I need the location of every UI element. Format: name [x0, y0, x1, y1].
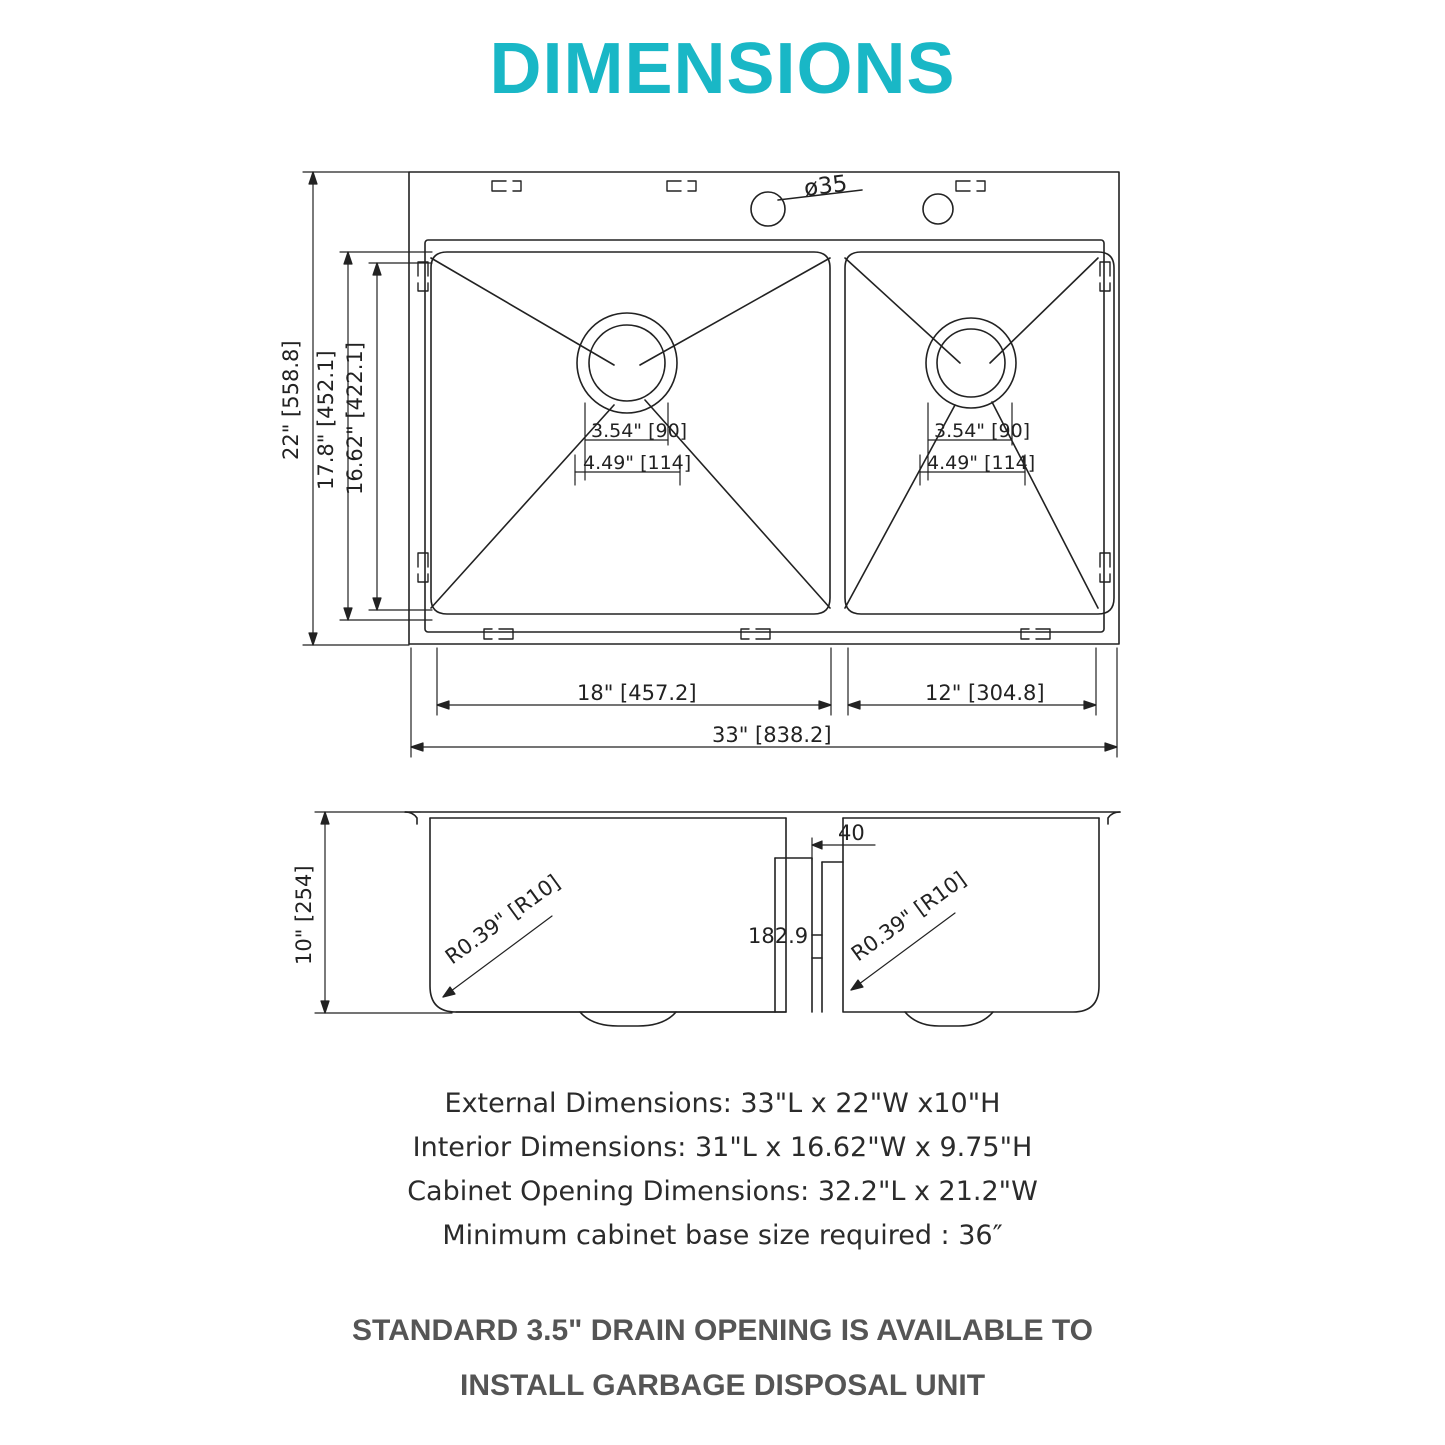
right-drain-outer — [926, 318, 1016, 408]
right-drain-large-label: 4.49" [114] — [927, 452, 1036, 474]
drain-note-line-2: INSTALL GARBAGE DISPOSAL UNIT — [459, 1369, 986, 1402]
spec-min-base: Minimum cabinet base size required : 36″ — [442, 1220, 1003, 1251]
right-drain-inner — [937, 329, 1005, 397]
divider-height-label: 182.9 — [748, 924, 809, 948]
page-title: DIMENSIONS — [489, 29, 956, 109]
faucet-hole-left — [751, 192, 785, 226]
front-drain-right — [905, 1012, 993, 1026]
front-body-right — [843, 818, 1099, 1012]
front-deck-right-edge — [1108, 812, 1120, 824]
drain-note — [0, 1303, 1445, 1413]
front-drain-left — [580, 1012, 676, 1026]
spec-external: External Dimensions: 33"L x 22"W x10"H — [444, 1088, 1001, 1119]
divider-top-label: 40 — [838, 821, 865, 845]
left-bowl-width-label: 18" [457.2] — [577, 681, 697, 705]
drain-note-line-1: STANDARD 3.5" DRAIN OPENING IS AVAILABLE TO — [352, 1314, 1093, 1347]
mounting-clips-bottom — [484, 629, 1050, 639]
radius-left-label: R0.39" [R10] — [440, 870, 565, 970]
left-drain-large-label: 4.49" [114] — [583, 452, 692, 474]
front-height-label: 10" [254] — [292, 865, 316, 965]
right-drain-small-label: 3.54" [90] — [934, 420, 1031, 442]
overall-width-label: 33" [838.2] — [712, 723, 832, 747]
overall-height-label: 22" [558.8] — [279, 340, 303, 460]
faucet-hole-right — [923, 194, 953, 224]
left-drain-inner — [589, 325, 665, 401]
front-height-dim — [315, 812, 452, 1013]
front-deck-left-edge — [405, 812, 417, 824]
left-drain-outer — [577, 313, 677, 413]
specs-list — [0, 1082, 1445, 1258]
inner-outer-height-label: 17.8" [452.1] — [314, 350, 338, 490]
left-drain-small-label: 3.54" [90] — [591, 420, 688, 442]
spec-cabinet-opening: Cabinet Opening Dimensions: 32.2"L x 21.2"W — [407, 1176, 1038, 1207]
inner-height-label: 16.62" [422.1] — [343, 342, 367, 495]
right-bowl-width-label: 12" [304.8] — [925, 681, 1045, 705]
mounting-clips-top — [492, 181, 985, 191]
front-body-left — [430, 818, 786, 1012]
hole-diameter-label: ø35 — [802, 170, 849, 202]
radius-right-label: R0.39" [R10] — [846, 867, 971, 967]
spec-interior: Interior Dimensions: 31"L x 16.62"W x 9.75"H — [412, 1132, 1033, 1163]
